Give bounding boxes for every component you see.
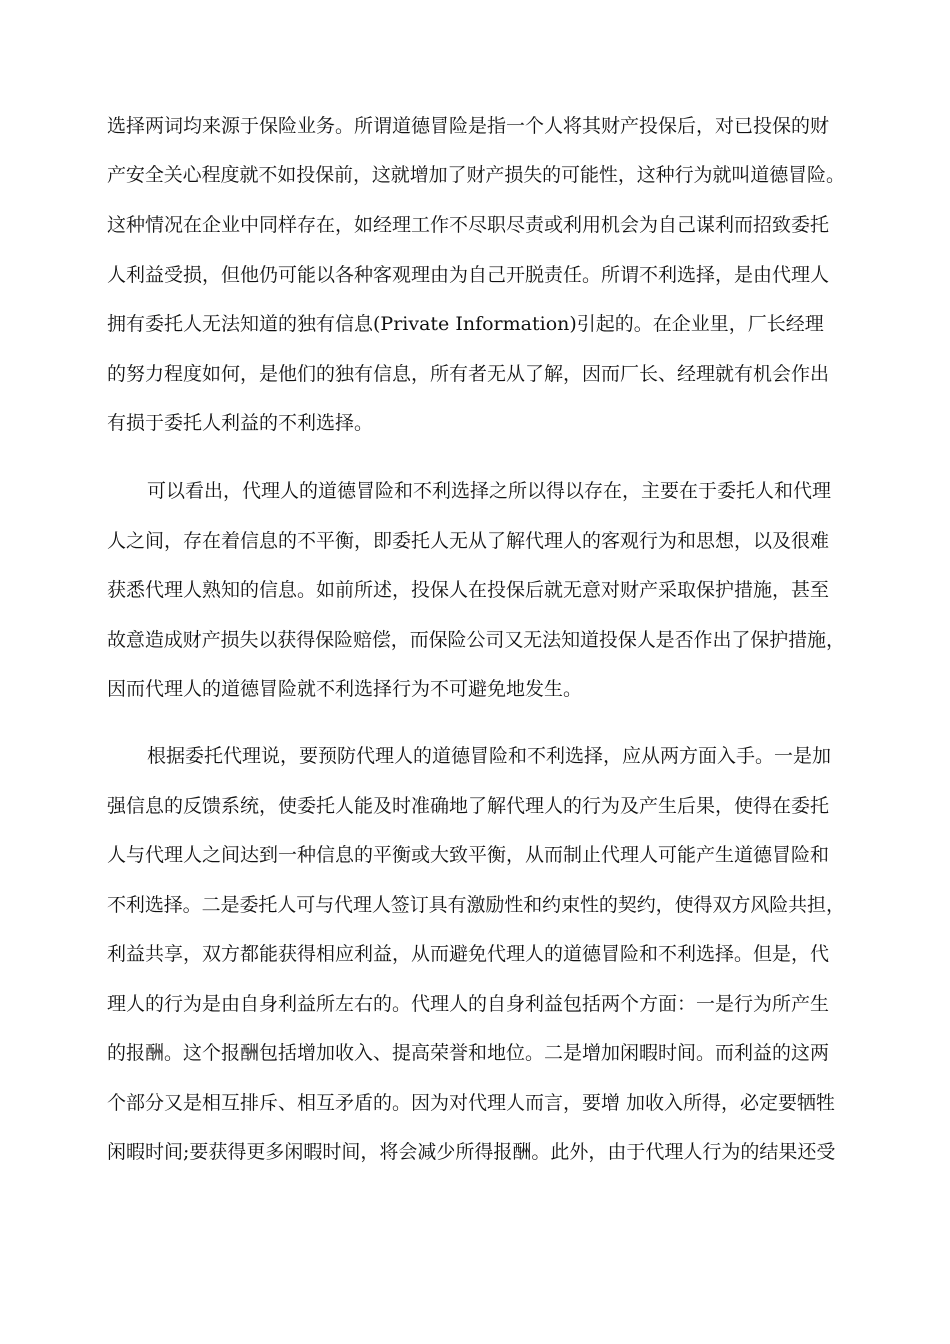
paragraph-line: 人利益受损，但他仍可能以各种客观理由为自己开脱责任。所谓不利选择，是由代理人 [107, 264, 830, 286]
paragraph-line: 拥有委托人无法知道的独有信息(Private Information)引起的。在企业里，厂长经理 [107, 313, 824, 335]
paragraph-line: 因而代理人的道德冒险就不利选择行为不可避免地发生。 [107, 678, 583, 700]
paragraph-line: 个部分又是相互排斥、相互矛盾的。因为对代理人而言，要增 加收入所得，必定要牺牲 [107, 1092, 836, 1114]
paragraph-line: 有损于委托人利益的不利选择。 [107, 412, 374, 434]
paragraph-line: 根据委托代理说，要预防代理人的道德冒险和不利选择，应从两方面入手。一是加 [147, 745, 832, 767]
paragraph-line: 利益共享，双方都能获得相应利益，从而避免代理人的道德冒险和不利选择。但是，代 [107, 943, 830, 965]
paragraph-line: 的报酬。这个报酬包括增加收入、提高荣誉和地位。二是增加闲暇时间。而利益的这两 [107, 1042, 830, 1064]
paragraph-line: 闲暇时间;要获得更多闲暇时间，将会减少所得报酬。此外，由于代理人行为的结果还受 [107, 1141, 836, 1163]
paragraph-line: 理人的行为是由自身利益所左右的。代理人的自身利益包括两个方面：一是行为所产生 [107, 993, 830, 1015]
paragraph-line: 人与代理人之间达到一种信息的平衡或大致平衡，从而制止代理人可能产生道德冒险和 [107, 844, 830, 866]
paragraph-line: 获悉代理人熟知的信息。如前所述，投保人在投保后就无意对财产采取保护措施，甚至 [107, 579, 830, 601]
paragraph-line: 的努力程度如何，是他们的独有信息，所有者无从了解，因而厂长、经理就有机会作出 [107, 363, 830, 385]
paragraph-line: 强信息的反馈系统，使委托人能及时准确地了解代理人的行为及产生后果，使得在委托 [107, 795, 830, 817]
paragraph-line: 故意造成财产损失以获得保险赔偿，而保险公司又无法知道投保人是否作出了保护措施， [107, 629, 845, 651]
paragraph-line: 产安全关心程度就不如投保前，这就增加了财产损失的可能性，这种行为就叫道德冒险。 [107, 164, 845, 186]
paragraph-line: 人之间，存在着信息的不平衡，即委托人无从了解代理人的客观行为和思想，以及很难 [107, 530, 830, 552]
paragraph-line: 不利选择。二是委托人可与代理人签订具有激励性和约束性的契约，使得双方风险共担， [107, 894, 845, 916]
paragraph-line: 可以看出，代理人的道德冒险和不利选择之所以得以存在，主要在于委托人和代理 [147, 480, 832, 502]
paragraph-line: 选择两词均来源于保险业务。所谓道德冒险是指一个人将其财产投保后，对已投保的财 [107, 115, 830, 137]
paragraph-line: 这种情况在企业中同样存在，如经理工作不尽职尽责或利用机会为自己谋利而招致委托 [107, 214, 830, 236]
